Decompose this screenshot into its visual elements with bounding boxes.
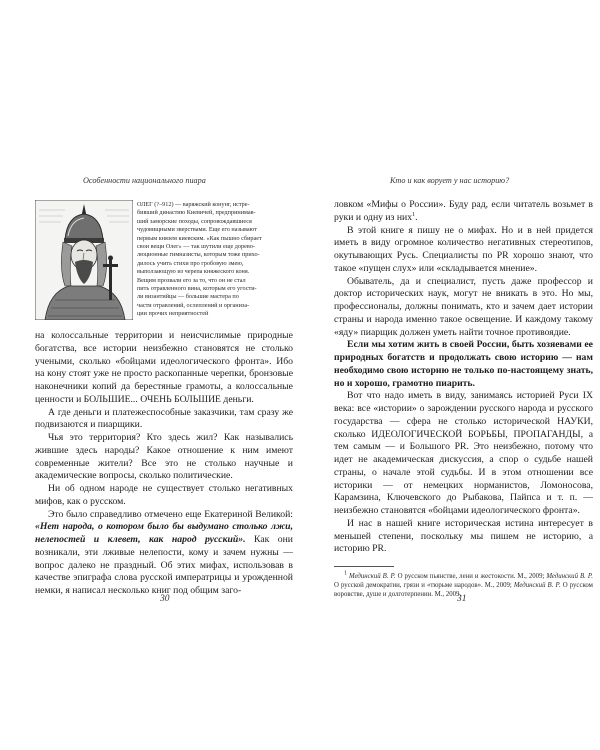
text-run: Если мы хотим жить в своей России, быть хозяевами ее природных богатств и продолжать свою историю — нам необходимо свою историю не только по-настоящему знать, но и хорошо, грамотно пиарить. — [334, 339, 593, 389]
sidebar-note-line: дилось учить стихи про гробовую змею, — [137, 259, 244, 267]
text-run: на колоссальные территории и неисчислимые природные богатства, все истории неизбежно становятся не столько учеными, сколько «бойцами идеологического фронта». Ибо на кону стоят уже не просто раскопанные черепки, бронзовые наконечники копий да берестяные грамоты, а колоссальные ценности и БОЛЬШИЕ... ОЧЕНЬ БОЛЬШИЕ деньги. — [35, 330, 293, 405]
sidebar-note-line: бивший династию Киевичей, предпринимав- — [137, 209, 256, 217]
running-head-left: Особенности национального пиара — [83, 176, 206, 185]
left-page-body — [35, 330, 293, 598]
portrait-oleg-engraving-icon — [35, 200, 133, 320]
text-run: О русском воровстве, душе и долготерпении. М., 2009. — [334, 582, 593, 599]
sidebar-note-line: части отравлений, ослеплений и организа- — [137, 301, 250, 309]
text-run: О русской демократии, грязи и «тюрьме народов». М., 2009; — [334, 582, 514, 590]
paragraph — [35, 432, 293, 483]
text-run: Мединский В. Р. — [349, 573, 396, 580]
paragraph — [35, 509, 293, 598]
sidebar-note-line: ший заморские походы, сопровождавшиеся — [137, 217, 252, 225]
text-run: Ни об одном народе не существует столько негативных мифов, как о русском. — [35, 483, 293, 507]
text-run: Как они возникали, эти лживые нелепости, кому и зачем нужны — вопрос далеко не праздный. Об этих мифах, использовав в качестве эпиграфа слова русской императрицы и урожденной немки, я написал несколько книг под общим заго- — [35, 534, 293, 596]
sidebar-note-line: ОЛЕГ (?–912) — варяжский конунг, истре- — [137, 201, 250, 208]
paragraph — [35, 483, 293, 509]
paragraph — [334, 390, 593, 518]
page-number-right: 31 — [457, 594, 467, 604]
sidebar-note-line: люционные гимназисты, которым тоже прихо- — [137, 251, 260, 259]
sidebar-note-line: Вещим прозвали его за то, что он не стал — [137, 276, 246, 284]
footnote-marker: 1 — [344, 570, 347, 577]
paragraph — [334, 518, 593, 556]
text-run: Мединский В. Р. — [513, 582, 561, 590]
paragraph — [35, 407, 293, 433]
paragraph — [334, 225, 593, 276]
text-run: Чья это территория? Кто здесь жил? Как назывались жившие здесь народы? Какое отношение к ним имеют современные жители? Все это не столько научные и академические вопросы, сколько политические. — [35, 432, 293, 482]
footnote-marker: 1 — [412, 211, 416, 218]
paragraph — [334, 199, 593, 225]
paragraph — [334, 276, 593, 340]
sidebar-note-line: ции прочих неприятностей — [137, 310, 209, 318]
right-page-body — [334, 199, 593, 556]
sidebar-note-line: ли византийцы — большие мастера по — [137, 293, 239, 301]
text-run: «Нет народа, о котором было бы выдумано столько лжи, нелепостей и клевет, как народ русский». — [35, 521, 293, 545]
text-run: Это было справедливо отмечено еще Екатериной Великой: — [48, 508, 293, 520]
sidebar-note-line: выползающую из черепа княжеского коня. — [137, 268, 250, 276]
sidebar-note-oleg — [137, 201, 290, 319]
text-run: И нас в нашей книге историческая истина интересует в меньшей степени, поскольку мы пишем не историю, а историю PR. — [334, 517, 593, 555]
text-run: ловком «Мифы о России». Буду рад, если читатель возьмет в руки и одну из них — [334, 199, 593, 223]
text-run: Обыватель, да и специалист, пусть даже профессор и доктор исторических наук, могут не вникать в это. Но мы, профессионалы, должны понимать, кто и зачем дает истории страны и народа именно такое освещение. И каждому такому «яду» пиарщик должен уметь найти точное противоядие. — [334, 275, 593, 338]
sidebar-note-line: пить отравленного вина, которым его угости- — [137, 285, 257, 293]
page-number-left: 30 — [160, 594, 170, 604]
sidebar-note-line: первым князем киевским. «Как пышно сбирает — [137, 234, 262, 242]
text-run: Вот что надо иметь в виду, занимаясь историей Руси IX века: все «истории» о зарождении русского народа и русского государства — сфера не столько исторической НАУКИ, сколько ИДЕОЛОГИЧЕСКОЙ БОРЬБЫ, ПРОПАГАНДЫ, а тем самым — и Большого PR. Это неизбежно, потому что идет не академическая дискуссия, а спор о судьбе нашей страны, о начале этой судьбы. И в этом отношении все историки — от немецких норманистов, Ломоносова, Карамзина, Ключевского до Рыбакова, Пайпса и т. п. — неизбежно становятся «бойцами идеологического фронта». — [334, 390, 593, 516]
text-run: О русском пьянстве, лени и жестокости. М., 2009; — [395, 573, 547, 580]
text-run: . — [415, 211, 418, 223]
footnote-rule — [334, 566, 394, 567]
sidebar-note-line: чудовищными зверствами. Еще его называют — [137, 226, 257, 234]
paragraph — [35, 330, 293, 407]
text-run: Мединский В. Р. — [546, 573, 593, 580]
running-head-right: Кто и как ворует у нас историю? — [390, 176, 510, 185]
text-run: А где деньги и платежеспособные заказчики, там сразу же подвизаются и пиарщики. — [35, 406, 293, 431]
paragraph — [334, 339, 593, 390]
sidebar-note-line: свои вещи Олег» — так шутили еще дорево- — [137, 243, 255, 251]
text-run: В этой книге я пишу не о мифах. Но и в ней придется иметь в виду огромное количество негативных стереотипов, окутывающих Русь. Специалисты по PR хорошо знают, что такое «пущен слух» или «складывается мнение». — [334, 224, 593, 274]
